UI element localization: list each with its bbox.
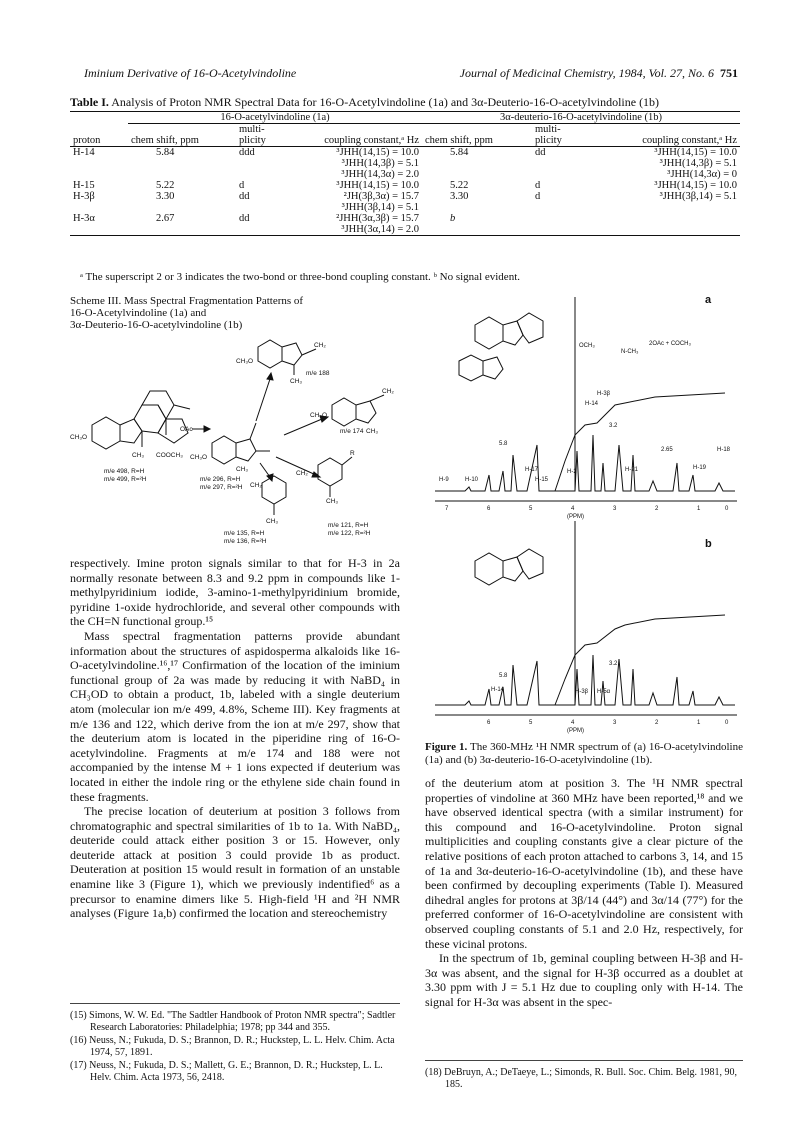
body-paragraph: The precise location of deuterium at position 3 follows from chromatographic and spectral similarities of 1b to 1a. With NaBD₄, deuteride could attack either position 3 or 15. However, only deuteride attack at position 3 could provide 1b as product. Deuteration at position 15 would result in formation of an unstable enamine like 3 (Figure 1), which we previously indentified⁶ as a precursor to enamine dimers like 5. High-field ¹H and ²H NMR analyses (Figure 1a,b) confirmed the location and stereochemistry	[70, 804, 400, 921]
cell-shift: 5.84	[156, 147, 175, 158]
axis-tick: 4	[571, 506, 575, 512]
arrow-head	[267, 373, 273, 380]
panel-label-b: b	[705, 538, 712, 550]
scheme-label: m/e 174	[340, 428, 364, 435]
peak-label: H-21	[625, 467, 639, 473]
peak-label: H-19	[693, 465, 707, 471]
cell-shift: 5.22	[450, 180, 469, 191]
peak-label: H-5α	[597, 689, 611, 695]
footnote-rule	[425, 1060, 743, 1061]
col-header-plicity: plicity	[535, 135, 562, 146]
cell-proton: H-3α	[73, 213, 95, 224]
col-header-plicity: plicity	[239, 135, 266, 146]
cell-coupling	[298, 191, 422, 213]
axis-tick: 6	[487, 506, 491, 512]
cell-mult: d	[239, 180, 245, 191]
coupling-value: ³JHH(14,3β) = 5.1	[341, 158, 419, 169]
scheme-label: m/e 499, R=²H	[104, 476, 147, 483]
table-row	[70, 213, 740, 236]
peak-label: 3.2	[609, 423, 618, 429]
col-header-coupling: coupling constant,ᵃ Hz	[324, 135, 419, 146]
frag188-benzene-ring	[258, 340, 282, 368]
peak-label: H-10	[465, 477, 479, 483]
frag174-benzene-ring	[332, 398, 356, 426]
table-title: Analysis of Proton NMR Spectral Data for 16-O-Acetylvindoline (1a) and 3α-Deuterio-16-O-acetylvindoline (1b)	[111, 95, 660, 109]
coupling-value: ³JHH(14,3α) = 2.0	[341, 169, 419, 180]
scheme-label: CH₃	[366, 428, 379, 435]
table-row	[70, 180, 740, 191]
figure-label: Figure 1.	[425, 741, 468, 753]
reference-item: (18) DeBruyn, A.; DeTaeye, L.; Simonds, R. Bull. Soc. Chim. Belg. 1981, 90, 185.	[425, 1067, 738, 1090]
structure-a-ring	[459, 355, 483, 381]
spectrum-a-trace	[435, 435, 735, 491]
peak-label: H-3β	[575, 689, 589, 695]
scheme-label: m/e 296, R=H	[200, 476, 241, 483]
body-paragraph: Mass spectral fragmentation patterns provide abundant information about the structures of aspidosperma alkaloids like 16-O-acetylvindoline.¹⁶,¹⁷ Confirmation of the location of the iminium functional group of 2a was made by reducing it with NaBD₄ in CH₃OD to obtain a product, 1b, labeled with a single deuterium atom (molecular ion m/e 499, 4.8%, Scheme III). Key fragments at m/e 136 and 122, which derive from the ion at m/e 297, show that the deuterium atom is located in the piperidine ring of 16-O-acetylvindoline. Fragments at m/e 174 and 188 were not accompanied by the intense M + 1 ions expected if deuterium was located in either the indole ring or the ethylene side chain found in these fragments.	[70, 628, 400, 804]
axis-tick: 0	[725, 720, 729, 726]
parent-indoline-ring	[120, 419, 142, 443]
coupling-value: ³JHH(3α,14) = 2.0	[341, 224, 419, 235]
scheme-label: CH₂	[382, 388, 394, 395]
nmr-spectra-figure	[425, 295, 745, 735]
scheme-label: m/e 188	[306, 370, 330, 377]
scheme-caption-line: 3α-Deuterio-16-O-acetylvindoline (1b)	[70, 319, 243, 331]
cell-coupling	[594, 213, 740, 236]
structure-a-ring	[483, 357, 503, 379]
peak-label: H-14	[585, 401, 599, 407]
coupling-value: ²JHH(3α,3β) = 15.7	[336, 213, 419, 224]
axis-label: (PPM)	[567, 728, 584, 734]
body-paragraph: In the spectrum of 1b, geminal coupling between H-3β and H-3α was absent, and the signal for H-3β occurred as a doublet at 3.30 ppm with J = 5.1 Hz due to coupling only with H-14. The signal for H-3α was absent in the spec-	[425, 951, 743, 1009]
body-paragraph: respectively. Imine proton signals similar to that for H-3 in 2a normally resonate between 8.3 and 9.2 ppm in compounds like 1-methylpyridinium iodide, 3-amino-1-methylpyridinium bromide, pyridine 1-oxide hydrochloride, and several other compounds with the CH=N functional group.¹⁵	[70, 556, 400, 629]
structure-a-ring	[517, 313, 543, 343]
scheme-label: CH₃	[132, 452, 145, 459]
scheme-label: m/e 121, R=H	[328, 522, 369, 529]
coupling-value: ³JHH(14,15) = 10.0	[336, 180, 419, 191]
fragmentation-scheme	[70, 335, 410, 550]
col-header-multi: multi-	[535, 124, 561, 135]
scheme-label: CH₂	[296, 470, 308, 477]
structure-b-ring	[475, 553, 503, 585]
axis-tick: 5	[529, 720, 533, 726]
parent-benzene-ring	[92, 417, 120, 449]
col-header-shift: chem shift, ppm	[425, 135, 493, 146]
body-paragraph: of the deuterium atom at position 3. The ¹H NMR spectral properties of vindoline at 360 MHz have been reported,¹⁸ and we have observed identical spectra (with a similar instrument) for this compound and 16-O-acetylvindoline. Proton signal multiplicities and coupling constants give a clear picture of the relative positions of each proton attached to carbons 3, 14, and 15 of 1a and 3α-deuterio-16-O-acetylvindoline (1b), and these have been confirmed by decoupling experiments (Table I). Measured dihedral angles for protons at 3β/14 (44°) and 3α/14 (77°) for the preferred conformer of 16-O-acetylvindoline are consistent with observed coupling constants of 5.1 and 2.0 Hz, respectively, for these vicinal protons.	[425, 776, 743, 951]
running-title: Iminium Derivative of 16-O-Acetylvindoline	[84, 66, 297, 80]
parent-piperidine-ring	[142, 391, 174, 419]
cell-coupling	[298, 213, 422, 236]
scheme-label: CH₃O	[236, 358, 254, 365]
scheme-label: m/e 136, R=²H	[224, 538, 267, 545]
cell-mult: d	[535, 191, 541, 202]
scheme-label: m/e 135, R=H	[224, 530, 265, 537]
frag121-pyridine-ring	[318, 458, 342, 486]
structure-b-ring	[503, 557, 523, 581]
table-caption	[70, 95, 750, 110]
scheme-label: OAc	[180, 426, 193, 433]
figure-caption-text: The 360-MHz ¹H NMR spectrum of (a) 16-O-acetylvindoline (1a) and (b) 3α-deuterio-16-O-acetylvindoline (1b).	[425, 741, 743, 766]
frag135-pyridine-ring	[262, 476, 286, 504]
reference-item: (15) Simons, W. W. Ed. "The Sadtler Handbook of Proton NMR spectra"; Sadtler Research Laboratories: Philadelphia; 1978; pp 344 and 355.	[70, 1010, 396, 1033]
group-header-1b: 3α-deuterio-16-O-acetylvindoline (1b)	[422, 112, 740, 124]
reference-item: (16) Neuss, N.; Fukuda, D. S.; Brannon, D. R.; Huckstep, L. L. Helv. Chim. Acta 1974, 57, 1891.	[70, 1035, 395, 1058]
page-number: 751	[720, 66, 738, 80]
reference-item: (17) Neuss, N.; Fukuda, D. S.; Mallett, G. E.; Brannon, D. R.; Huckstep, L. L. Helv. Chim. Acta 1973, 56, 2418.	[70, 1060, 383, 1083]
coupling-value: ³JHH(14,15) = 10.0	[654, 147, 737, 158]
structure-a-ring	[475, 317, 503, 349]
peak-label: H-14	[491, 687, 505, 693]
references-left	[70, 1010, 400, 1085]
scheme-label: CH₃	[290, 378, 303, 385]
body-column-left	[70, 556, 400, 921]
scheme-label: CH₃O	[310, 412, 328, 419]
col-header-multi: multi-	[239, 124, 265, 135]
cell-mult: dd	[239, 213, 250, 224]
col-header-proton: proton	[73, 135, 101, 146]
scheme-caption	[70, 295, 370, 331]
axis-tick: 1	[697, 506, 701, 512]
axis-tick: 5	[529, 506, 533, 512]
structure-b-ring	[517, 549, 543, 579]
references-right	[425, 1067, 743, 1092]
cell-shift: 3.30	[450, 191, 469, 202]
coupling-value: ³JHH(14,15) = 10.0	[336, 147, 419, 158]
frag296-benzene-ring	[212, 436, 236, 464]
scheme-label: R	[350, 450, 355, 457]
axis-label: (PPM)	[567, 514, 584, 520]
scheme-label: CH₂	[250, 482, 262, 489]
scheme-label: CH₃	[326, 498, 339, 505]
peak-label: 2OAc + COCH₃	[649, 341, 691, 347]
coupling-value: ³JHH(14,3β) = 5.1	[659, 158, 737, 169]
journal-citation	[438, 66, 738, 81]
scheme-caption-line: Scheme III. Mass Spectral Fragmentation Patterns of	[70, 295, 304, 307]
col-header-shift: chem shift, ppm	[131, 135, 199, 146]
axis-tick: 0	[725, 506, 729, 512]
cell-coupling	[594, 147, 740, 181]
table-label: Table I.	[70, 95, 109, 109]
figure-caption	[425, 741, 743, 767]
panel-label-a: a	[705, 295, 712, 306]
scheme-label: m/e 122, R=²H	[328, 530, 371, 537]
coupling-value: ³JHH(14,15) = 10.0	[654, 180, 737, 191]
cell-coupling	[594, 180, 740, 191]
scheme-label: CH₃	[266, 518, 279, 525]
group-header-1a: 16-O-acetylvindoline (1a)	[128, 112, 422, 124]
cell-coupling	[298, 180, 422, 191]
axis-tick: 1	[697, 720, 701, 726]
axis-tick: 2	[655, 720, 659, 726]
table-row	[70, 191, 740, 213]
body-column-right	[425, 776, 743, 1010]
coupling-value: ³JHH(14,3α) = 0	[667, 169, 737, 180]
cell-mult: dd	[239, 191, 250, 202]
frag174-pyrrole-ring	[356, 401, 376, 423]
frag188-pyrrole-ring	[282, 343, 302, 365]
arrow-head	[204, 426, 210, 432]
cell-shift: 5.22	[156, 180, 175, 191]
peak-label: H-2	[567, 469, 577, 475]
arrow-head	[312, 472, 320, 477]
peak-label: H-18	[717, 447, 731, 453]
footnote-rule	[70, 1003, 400, 1004]
integral-a-trace	[555, 393, 725, 491]
scheme-label: CH₃O	[70, 434, 88, 441]
axis-tick: 7	[445, 506, 449, 512]
parent-ring-c	[134, 405, 166, 433]
scheme-caption-line: 16-O-Acetylvindoline (1a) and	[70, 307, 207, 319]
cell-coupling	[298, 147, 422, 181]
peak-label: 2.65	[661, 447, 673, 453]
table-row	[70, 147, 740, 181]
peak-label: 5.8	[499, 673, 508, 679]
cell-proton: H-3β	[73, 191, 95, 202]
peak-label: 3.2	[609, 661, 618, 667]
scheme-label: CH₃	[236, 466, 249, 473]
peak-label: H-3β	[597, 391, 611, 397]
cell-shift: 5.84	[450, 147, 469, 158]
coupling-value: ²JH(3β,3α) = 15.7	[343, 191, 419, 202]
peak-label: N-CH₃	[621, 349, 639, 355]
cell-proton: H-15	[73, 180, 95, 191]
peak-label: OCH₃	[579, 343, 595, 349]
peak-label: H-15	[535, 477, 549, 483]
scheme-label: CH₃O	[190, 454, 208, 461]
cell-mult: dd	[535, 147, 546, 158]
cell-proton: H-14	[73, 147, 95, 158]
cell-shift: 3.30	[156, 191, 175, 202]
scheme-label: CH₂	[314, 342, 326, 349]
coupling-value: ³JHH(3β,14) = 5.1	[659, 191, 737, 202]
scheme-label: m/e 498, R=H	[104, 468, 145, 475]
structure-a-ring	[503, 321, 523, 345]
cell-coupling	[594, 191, 740, 213]
axis-tick: 2	[655, 506, 659, 512]
peak-label: H-9	[439, 477, 449, 483]
reaction-arrow	[260, 463, 270, 477]
axis-tick: 3	[613, 720, 617, 726]
cell-mult: d	[535, 180, 541, 191]
cell-shift: 2.67	[156, 213, 175, 224]
reaction-arrow	[256, 379, 270, 421]
cell-mult: ddd	[239, 147, 255, 158]
scheme-label: COOCH₃	[156, 452, 183, 459]
peak-label: 5.8	[499, 441, 508, 447]
reaction-arrow	[284, 419, 322, 435]
coupling-value: ³JHH(3β,14) = 5.1	[341, 202, 419, 213]
nmr-table	[70, 111, 740, 236]
axis-tick: 3	[613, 506, 617, 512]
journal-name: Journal of Medicinal Chemistry, 1984, Vol. 27, No. 6	[459, 66, 714, 80]
cell-shift: b	[450, 213, 456, 224]
table-footnote: ᵃ The superscript 2 or 3 indicates the two-bond or three-bond coupling constant. ᵇ No signal evident.	[80, 271, 520, 283]
peak-label: H-17	[525, 467, 539, 473]
scheme-label: m/e 297, R=²H	[200, 484, 243, 491]
axis-tick: 4	[571, 720, 575, 726]
spectrum-b-trace	[435, 655, 735, 705]
axis-tick: 6	[487, 720, 491, 726]
cell-mult	[532, 213, 594, 236]
col-header-coupling: coupling constant,ᵃ Hz	[642, 135, 737, 146]
frag296-pyrrole-ring	[236, 439, 256, 461]
